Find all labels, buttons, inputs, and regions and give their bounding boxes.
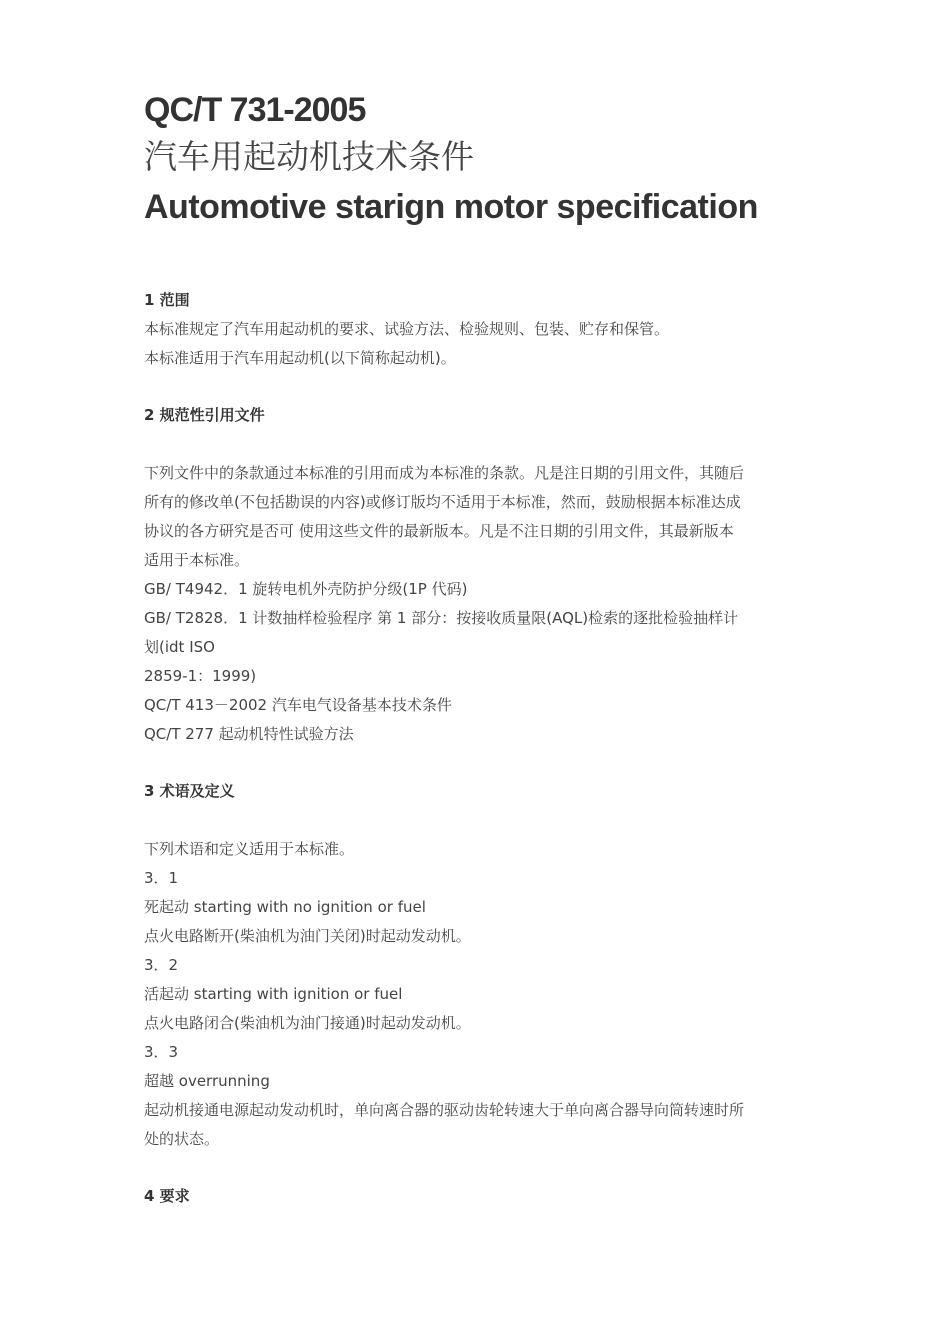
paragraph-line: 本标准适用于汽车用起动机(以下简称起动机)。 [144, 349, 456, 367]
section-heading-scope: 1 范围 [144, 291, 190, 309]
term-number: 3．3 [144, 1043, 179, 1061]
paragraph-line: 所有的修改单(不包括勘误的内容)或修订版均不适用于本标准，然而，鼓励根据本标准达成 [144, 493, 741, 511]
section-heading-terms-definitions: 3 术语及定义 [144, 782, 235, 800]
paragraph-line: 下列术语和定义适用于本标准。 [144, 840, 355, 858]
term-number: 3．1 [144, 869, 179, 887]
section-heading-normative-references: 2 规范性引用文件 [144, 406, 265, 424]
term-name: 活起动 starting with ignition or fuel [144, 985, 403, 1003]
term-name: 死起动 starting with no ignition or fuel [144, 898, 426, 916]
term-name: 超越 overrunning [144, 1072, 270, 1090]
paragraph-line: 适用于本标准。 [144, 551, 250, 569]
document-code: QC/T 731-2005 [144, 91, 366, 129]
term-number: 3．2 [144, 956, 179, 974]
reference-item: GB/ T2828．1 计数抽样检验程序 第 1 部分：按接收质量限(AQL)检索的逐批检验抽样计 [144, 609, 739, 627]
paragraph-line: 本标准规定了汽车用起动机的要求、试验方法、检验规则、包装、贮存和保管。 [144, 320, 670, 338]
paragraph-line: 协议的各方研究是否可 使用这些文件的最新版本。凡是不注日期的引用文件，其最新版本 [144, 522, 734, 540]
section-heading-requirements: 4 要求 [144, 1187, 190, 1205]
document-title-english: Automotive starign motor specification [144, 188, 758, 226]
reference-item: QC/T 413－2002 汽车电气设备基本技术条件 [144, 696, 452, 714]
document-title-chinese: 汽车用起动机技术条件 [144, 137, 474, 176]
reference-item: 2859-1：1999) [144, 667, 257, 685]
reference-item: GB/ T4942．1 旋转电机外壳防护分级(1P 代码) [144, 580, 468, 598]
reference-item: QC/T 277 起动机特性试验方法 [144, 725, 354, 743]
term-definition: 起动机接通电源起动发动机时，单向离合器的驱动齿轮转速大于单向离合器导向筒转速时所 [144, 1101, 745, 1119]
term-definition: 处的状态。 [144, 1130, 220, 1148]
reference-item: 划(idt ISO [144, 638, 215, 656]
term-definition: 点火电路闭合(柴油机为油门接通)时起动发动机。 [144, 1014, 471, 1032]
paragraph-line: 下列文件中的条款通过本标准的引用而成为本标准的条款。凡是注日期的引用文件，其随后 [144, 464, 745, 482]
document-page [144, 88, 824, 1211]
term-definition: 点火电路断开(柴油机为油门关闭)时起动发动机。 [144, 927, 471, 945]
